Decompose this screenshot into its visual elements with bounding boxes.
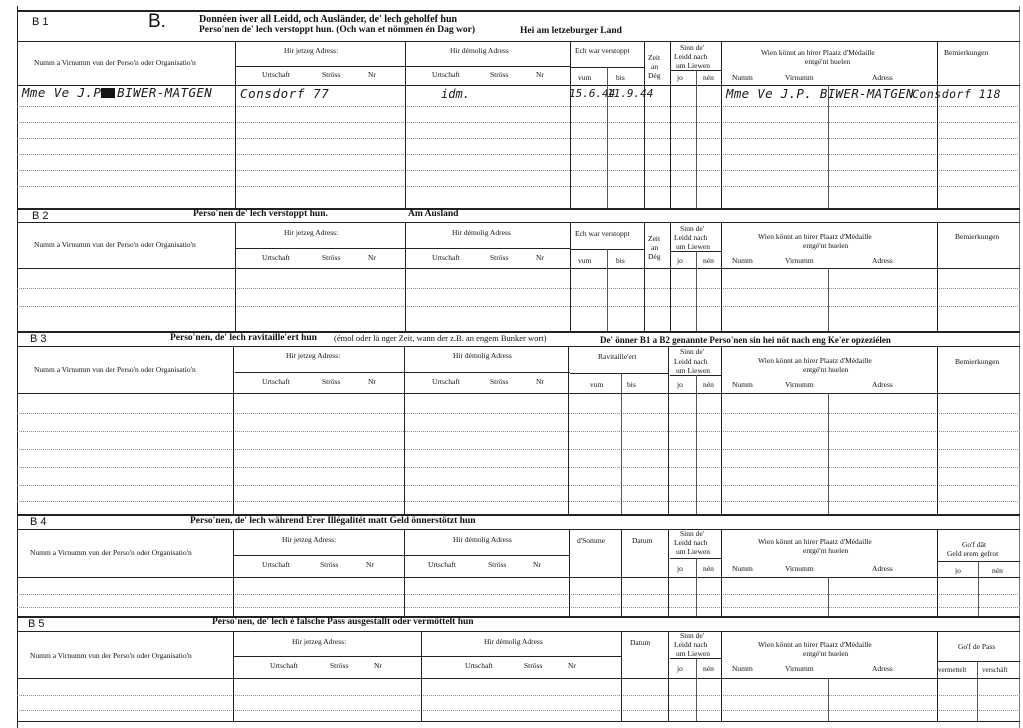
b5-sub-street: Ströss xyxy=(330,661,349,670)
b2-sub-nr-former: Nr xyxy=(536,253,544,262)
b3-sub-firstname: Virnumm xyxy=(785,380,814,389)
b5-sub-town-former: Urtschaft xyxy=(465,661,493,670)
b4-col-sense-3: um Liewen xyxy=(676,547,710,556)
section-b1-title-line2: Perso'nen de' lech verstoppt hun. (Och wan et nömmen én Dag wor) xyxy=(199,25,476,35)
b1-entry-name: Mme Ve J.P. BIWER-MATGEN xyxy=(22,85,213,100)
b2-sub-town-former: Urtschaft xyxy=(432,253,460,262)
b2-sub-firstname: Virnumm xyxy=(785,256,814,265)
b2-col-name: Numm a Virnumm vun der Perso'n oder Organisatio'n xyxy=(34,240,196,249)
b5-sub-mediated: vermettelt xyxy=(938,666,967,674)
b4-col-name: Numm a Virnumm vun der Perso'n oder Organisatio'n xyxy=(30,548,192,557)
page-left-edge xyxy=(17,6,18,728)
b2-sub-town: Urtschaft xyxy=(262,253,290,262)
b5-col-sense-1: Sinn de' xyxy=(680,631,705,640)
section-b2-code: B 2 xyxy=(32,210,49,222)
b4-col-current: Hir jetzeg Adress: xyxy=(282,535,337,544)
b4-sub-nr: Nr xyxy=(366,560,374,569)
section-b5-code: B 5 xyxy=(28,618,45,630)
b4-col-repaid-1: Go'f dât xyxy=(962,540,987,549)
b3-col-medal-1: Wien könnt an hirer Plaatz d'Médaille xyxy=(758,356,872,365)
b4-col-sense-1: Sinn de' xyxy=(680,529,705,538)
b4-sub-repaid-yes: jo xyxy=(955,566,961,575)
b3-sub-address: Adress xyxy=(872,380,893,389)
b1-col-medal-2: entgé'nt huelen xyxy=(805,57,851,66)
b1-col-remarks: Bemierkungen xyxy=(944,48,989,57)
b1-sub-town: Urtschaft xyxy=(262,70,290,79)
b5-sub-yes: jo xyxy=(677,664,683,673)
b3-col-supplied: Ravitaille'ert xyxy=(598,352,637,361)
b1-entry-to: 11.9.44 xyxy=(607,87,654,100)
page-right-edge xyxy=(1019,6,1020,728)
b3-col-medal-2: entgé'nt huelen xyxy=(803,365,849,374)
b3-col-sense-2: Leidd nach xyxy=(674,357,708,366)
section-b4-code: B 4 xyxy=(30,516,47,528)
b2-col-time-1: Zeit xyxy=(648,234,661,243)
b1-sub-street-former: Ströss xyxy=(490,70,509,79)
b5-col-pass: Go'f de Pass xyxy=(958,642,996,651)
b3-sub-nr: Nr xyxy=(368,377,376,386)
b2-col-sense-1: Sinn de' xyxy=(680,224,705,233)
b2-sub-nr: Nr xyxy=(368,253,376,262)
b1-col-time-3: Dég xyxy=(648,71,661,80)
b5-sub-issued: verschäft xyxy=(982,666,1008,674)
b3-col-remarks: Bemierkungen xyxy=(955,357,1000,366)
b1-col-former: Hir démolig Adress xyxy=(450,46,509,55)
b1-sub-from: vum xyxy=(578,73,592,82)
b5-col-sense-2: Leidd nach xyxy=(674,640,708,649)
b5-sub-town: Urtschaft xyxy=(270,661,298,670)
b3-col-sense-1: Sinn de' xyxy=(680,347,705,356)
b3-col-current: Hir jetzeg Adress: xyxy=(286,351,341,360)
b4-col-sum: d'Somme xyxy=(577,536,606,545)
b1-col-medal-1: Wien könnt an hirer Plaatz d'Médaille xyxy=(761,48,875,57)
section-b1-letter: B. xyxy=(148,11,166,32)
b2-sub-name: Numm xyxy=(732,256,753,265)
b3-sub-no: nén xyxy=(703,380,714,389)
b5-sub-no: nén xyxy=(703,664,714,673)
b5-col-sense-3: um Liewen xyxy=(676,649,710,658)
section-b3-title-right: De' önner B1 a B2 genannte Perso'nen sin hei nöt nach eng Ke'er opzeziélen xyxy=(600,335,891,345)
b5-sub-street-former: Ströss xyxy=(524,661,543,670)
b3-sub-yes: jo xyxy=(677,380,683,389)
b3-col-sense-3: um Liewen xyxy=(676,366,710,375)
b1-sub-town-former: Urtschaft xyxy=(432,70,460,79)
b3-sub-town-former: Urtschaft xyxy=(432,377,460,386)
b4-sub-nr-former: Nr xyxy=(533,560,541,569)
b1-sub-name: Numm xyxy=(732,73,753,82)
b5-col-name: Numm a Virnumm vun der Perso'n oder Organisatio'n xyxy=(30,651,192,660)
b4-col-date: Datum xyxy=(632,536,653,545)
b4-sub-yes: jo xyxy=(677,564,683,573)
b2-sub-from: vum xyxy=(578,256,592,265)
b2-col-remarks: Bemierkungen xyxy=(955,232,1000,241)
b4-sub-address: Adress xyxy=(872,564,893,573)
b1-entry-medal-name: Mme Ve J.P. BIWER-MATGEN xyxy=(726,86,914,101)
b1-sub-nr: Nr xyxy=(368,70,376,79)
section-b3-code: B 3 xyxy=(30,333,47,345)
section-b3-title: Perso'nen, de' lech ravitaille'ert hun xyxy=(170,333,317,343)
section-b3-title-note: (émol oder lä nger Zeit, wann der z.B. an engem Bunker wort) xyxy=(334,333,547,343)
b1-col-time-2: an xyxy=(651,62,659,71)
b2-col-current: Hir jetzeg Adress: xyxy=(284,228,339,237)
b1-entry-former: idm. xyxy=(441,87,470,101)
b1-col-name: Numm a Virnumm vun der Perso'n oder Organisatio'n xyxy=(34,58,196,67)
b2-col-hidden: Ech war verstoppt xyxy=(575,229,630,238)
b3-col-former: Hir démolig Adress xyxy=(453,351,512,360)
b4-col-repaid-2: Geld erem gefrot xyxy=(947,549,999,558)
b5-sub-nr-former: Nr xyxy=(568,661,576,670)
b3-sub-to: bis xyxy=(627,380,636,389)
b2-col-medal-2: entgé'nt huelen xyxy=(803,241,849,250)
b5-col-former: Hir démolig Adress xyxy=(484,637,543,646)
b5-col-current: Hir jetzeg Adress: xyxy=(292,637,347,646)
section-b5-title: Perso'nen, de' lech é falsche Pass ausgestallt oder vermöttelt hun xyxy=(212,617,474,627)
section-b2-title-location: Am Ausland xyxy=(408,209,459,219)
b5-col-medal-2: entgé'nt huelen xyxy=(803,649,849,658)
section-b1-title-line1: Donnéen iwer all Leidd, och Ausländer, de' lech geholfef hun xyxy=(199,14,458,25)
b1-entry-from: 15.6.44 xyxy=(569,87,616,100)
b2-sub-street-former: Ströss xyxy=(490,253,509,262)
b5-sub-firstname: Virnumm xyxy=(785,664,814,673)
b3-sub-from: vum xyxy=(590,380,604,389)
b2-sub-to: bis xyxy=(616,256,625,265)
b2-col-sense-3: um Liewen xyxy=(676,242,710,251)
b4-sub-street-former: Ströss xyxy=(488,560,507,569)
b2-col-time-3: Dég xyxy=(648,252,661,261)
b5-sub-name: Numm xyxy=(732,664,753,673)
b2-col-time-2: an xyxy=(651,243,659,252)
b1-entry-medal-address: Consdorf 118 xyxy=(912,87,1002,101)
b3-sub-town: Urtschaft xyxy=(262,377,290,386)
b1-sub-nr-former: Nr xyxy=(536,70,544,79)
b5-col-medal-1: Wien könnt an hirer Plaatz d'Médaille xyxy=(758,640,872,649)
b4-sub-name: Numm xyxy=(732,564,753,573)
b4-col-medal-1: Wien könnt an hirer Plaatz d'Médaille xyxy=(758,537,872,546)
b3-col-name: Numm a Virnumm vun der Perso'n oder Organisatio'n xyxy=(34,365,196,374)
b4-col-medal-2: entgé'nt huelen xyxy=(803,546,849,555)
b1-sub-firstname: Virnumm xyxy=(785,73,814,82)
b2-sub-address: Adress xyxy=(872,256,893,265)
b4-sub-town-former: Urtschaft xyxy=(428,560,456,569)
b1-entry-address: Consdorf 77 xyxy=(240,86,330,101)
b5-col-date: Datum xyxy=(630,638,651,647)
b3-sub-street-former: Ströss xyxy=(490,377,509,386)
b5-sub-nr: Nr xyxy=(374,661,382,670)
b1-col-sense-3: um Liewen xyxy=(676,61,710,70)
b4-sub-no: nén xyxy=(703,564,714,573)
b2-sub-street: Ströss xyxy=(322,253,341,262)
b4-sub-street: Ströss xyxy=(320,560,339,569)
b3-sub-street: Ströss xyxy=(322,377,341,386)
b1-col-sense-1: Sinn de' xyxy=(680,43,705,52)
b1-sub-no: nén xyxy=(703,73,714,82)
b1-sub-street: Ströss xyxy=(322,70,341,79)
section-b2-title: Perso'nen de' lech verstoppt hun. xyxy=(193,209,328,219)
b1-sub-to: bis xyxy=(616,73,625,82)
b2-col-former: Hir démolig Adress xyxy=(452,228,511,237)
b1-col-hidden: Ech war verstoppt xyxy=(575,46,630,55)
section-b1-title-location: Hei am letzeburger Land xyxy=(520,26,622,36)
b1-sub-address: Adress xyxy=(872,73,893,82)
b2-col-sense-2: Leidd nach xyxy=(674,233,708,242)
b3-sub-nr-former: Nr xyxy=(536,377,544,386)
b5-sub-address: Adress xyxy=(872,664,893,673)
b3-sub-name: Numm xyxy=(732,380,753,389)
b1-col-current: Hir jetzeg Adress: xyxy=(284,46,339,55)
b4-col-former: Hir démolig Adress xyxy=(453,535,512,544)
b4-sub-town: Urtschaft xyxy=(262,560,290,569)
section-b4-title: Perso'nen, de' lech während Erer Illégalitét matt Geld önnerstötzt hun xyxy=(190,516,476,526)
b1-col-time-1: Zeit xyxy=(648,53,661,62)
b1-sub-yes: jo xyxy=(677,73,683,82)
b4-sub-repaid-no: nén xyxy=(992,566,1003,575)
b2-sub-no: nén xyxy=(703,256,714,265)
b4-col-sense-2: Leidd nach xyxy=(674,538,708,547)
b1-col-sense-2: Leidd nach xyxy=(674,52,708,61)
section-b1-code: B 1 xyxy=(32,16,49,28)
b2-sub-yes: jo xyxy=(677,256,683,265)
b4-sub-firstname: Virnumm xyxy=(785,564,814,573)
b2-col-medal-1: Wien könnt an hirer Plaatz d'Médaille xyxy=(758,232,872,241)
